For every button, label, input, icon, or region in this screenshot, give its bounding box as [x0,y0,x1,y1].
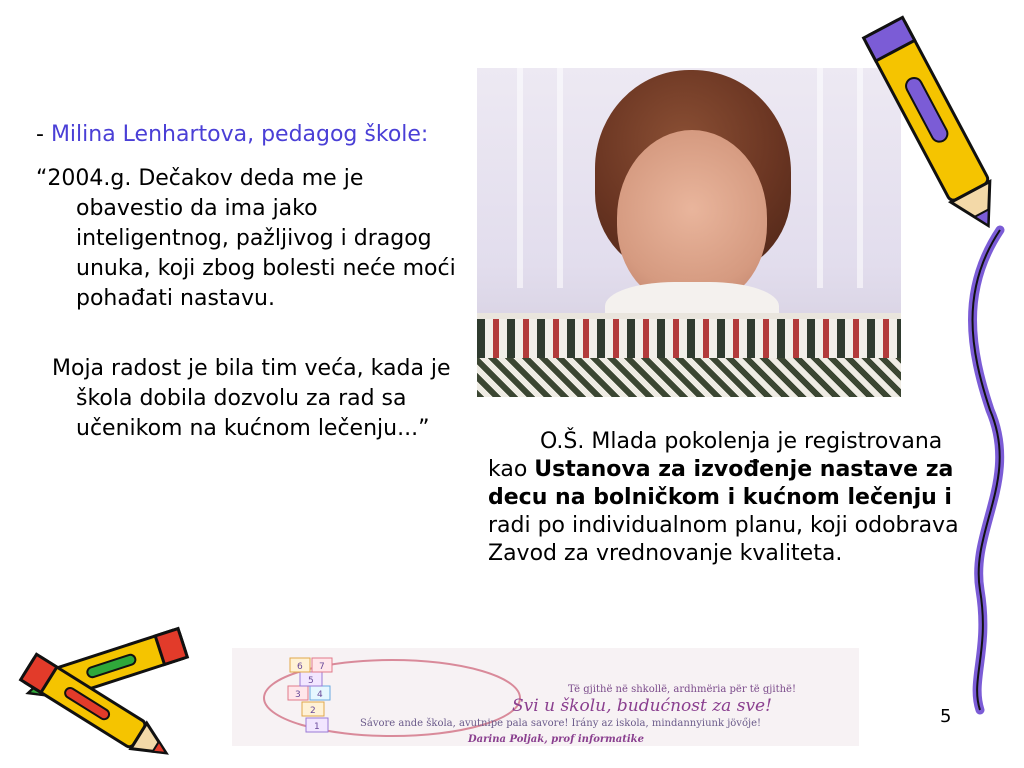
school-description [488,428,988,568]
plan-text: radi po individualnom planu, koji odobrava Zavod za vrednovanje kvaliteta. [488,513,959,566]
hopscotch-3: 3 [295,690,301,700]
hopscotch-7: 7 [319,662,325,672]
intro-line [36,120,456,150]
banner-author: Darina Poljak, prof informatike [468,734,644,745]
hopscotch-2: 2 [310,706,316,716]
hopscotch-6: 6 [297,662,303,672]
banner-tagline-main: Svi u školu, budućnost za sve! [512,696,772,716]
pencil-top-right-icon [862,4,1002,244]
portrait-photo [477,68,901,397]
hopscotch-1: 1 [314,722,320,732]
project-banner [232,648,859,746]
page-number: 5 [940,706,952,727]
hopscotch-5: 5 [308,676,314,686]
hopscotch-4: 4 [317,690,323,700]
quote-paragraph-2: Moja radost je bila tim veća, kada je škola dobila dozvolu za rad sa učenikom na kućnom lečenju...” [52,356,451,441]
wavy-line-decoration [960,230,1024,710]
banner-tagline-albanian: Të gjithë në shkollë, ardhmëria për të gjithë! [568,684,796,695]
left-text-column [36,120,456,444]
quote-paragraph-1: “2004.g. Dečakov deda me je obavestio da ima jako inteligentnog, pažljivog i dragog unuka, koji zbog bolesti neće moći pohađati nastavu. [36,166,456,311]
institution-type: Ustanova za izvođenje nastave za decu na bolničkom i kućnom lečenju i [488,457,954,510]
right-text-block [488,428,988,568]
banner-tagline-romani-hungarian: Sávore ande škola, avutnipe pala savore! Irány az iskola, mindannyiunk jövője! [360,718,762,729]
speaker-name: Milina Lenhartova, pedagog škole: [50,122,429,147]
intro-dash: - [36,122,51,147]
school-registered-text: O.Š. Mlada pokolenja je registrovana kao [488,429,943,482]
crossed-pencils-icon [0,618,210,758]
